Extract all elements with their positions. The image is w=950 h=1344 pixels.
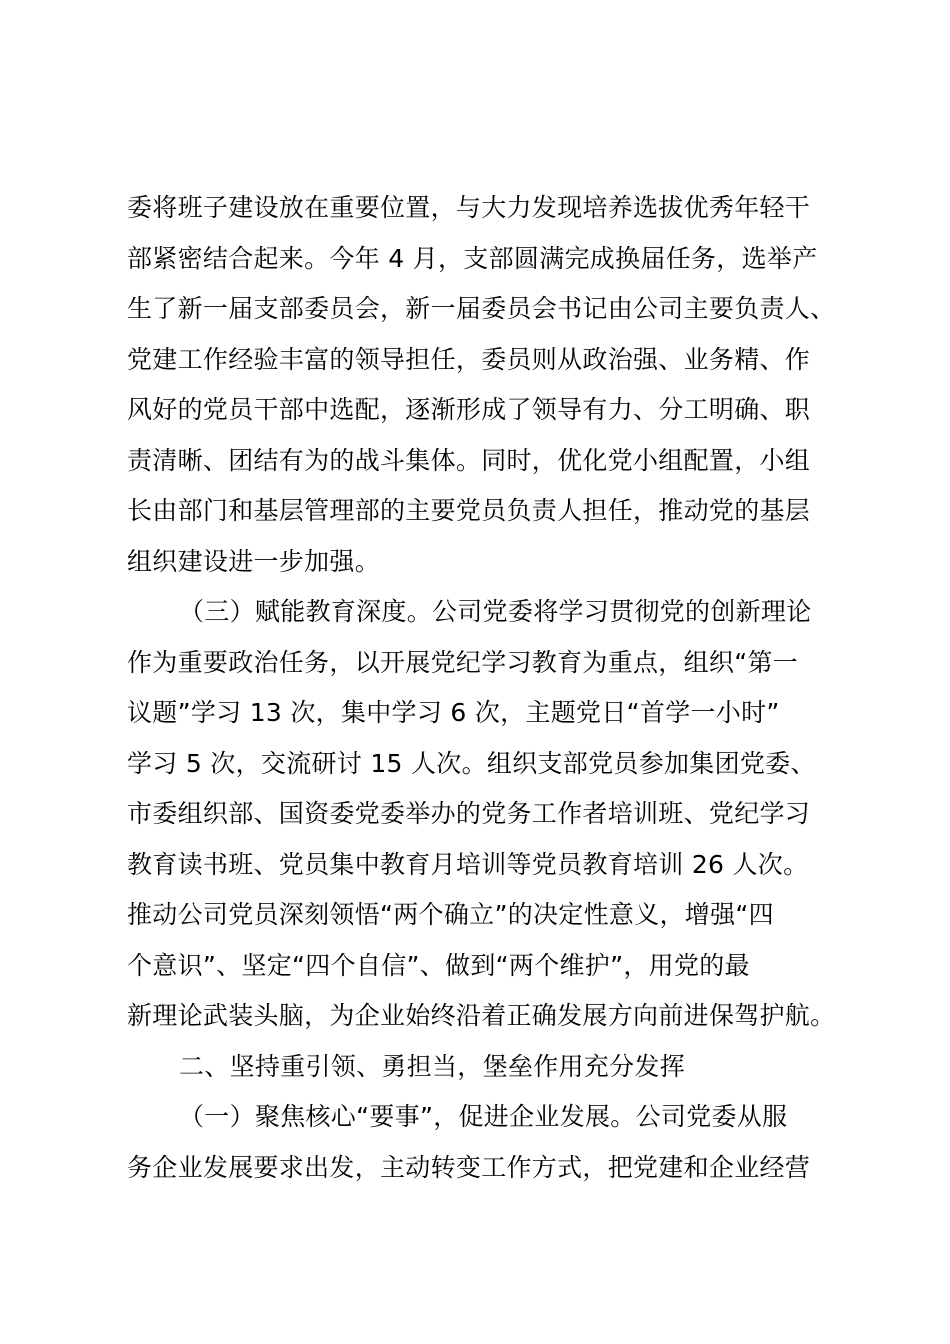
text-line: 党建工作经验丰富的领导担任，委员则从政治强、业务精、作: [127, 344, 811, 374]
text-line: 教育读书班、党员集中教育月培训等党员教育培训 26 人次。: [127, 849, 809, 879]
text-line: 风好的党员干部中选配，逐渐形成了领导有力、分工明确、职: [127, 395, 811, 424]
text-line: 组织建设进一步加强。: [127, 546, 381, 576]
text-line: 作为重要政治任务，以开展党纪学习教育为重点，组织“第一: [127, 647, 799, 677]
text-line: 新理论武装头脑，为企业始终沿着正确发展方向前进保驾护航。: [127, 1001, 836, 1030]
text-line: 责清晰、团结有为的战斗集体。同时，优化党小组配置，小组: [127, 445, 811, 475]
text-line: 生了新一届支部委员会，新一届委员会书记由公司主要负责人、: [127, 294, 836, 323]
text-line: （一）聚焦核心“要事”，促进企业发展。公司党委从服: [179, 1102, 788, 1131]
document-body: [127, 183, 847, 1193]
text-line: 部紧密结合起来。今年 4 月，支部圆满完成换届任务，选举产: [127, 243, 818, 273]
text-line: 个意识”、坚定“四个自信”、做到“两个维护”，用党的最: [127, 950, 750, 980]
text-line: （三）赋能教育深度。公司党委将学习贯彻党的创新理论: [179, 597, 812, 626]
text-line: 委将班子建设放在重要位置，与大力发现培养选拔优秀年轻干: [127, 193, 811, 222]
text-line: 学习 5 次，交流研讨 15 人次。组织支部党员参加集团党委、: [127, 748, 816, 778]
section-heading: 二、坚持重引领、勇担当，堡垒作用充分发挥: [179, 1051, 686, 1081]
text-line: 长由部门和基层管理部的主要党员负责人担任，推动党的基层: [127, 496, 811, 525]
text-line: 推动公司党员深刻领悟“两个确立”的决定性意义，增强“四: [127, 900, 774, 929]
text-line: 议题”学习 13 次，集中学习 6 次，主题党日“首学一小时”: [127, 698, 780, 727]
text-line: 务企业发展要求出发，主动转变工作方式，把党建和企业经营: [127, 1152, 811, 1182]
text-line: 市委组织部、国资委党委举办的党务工作者培训班、党纪学习: [127, 799, 811, 828]
